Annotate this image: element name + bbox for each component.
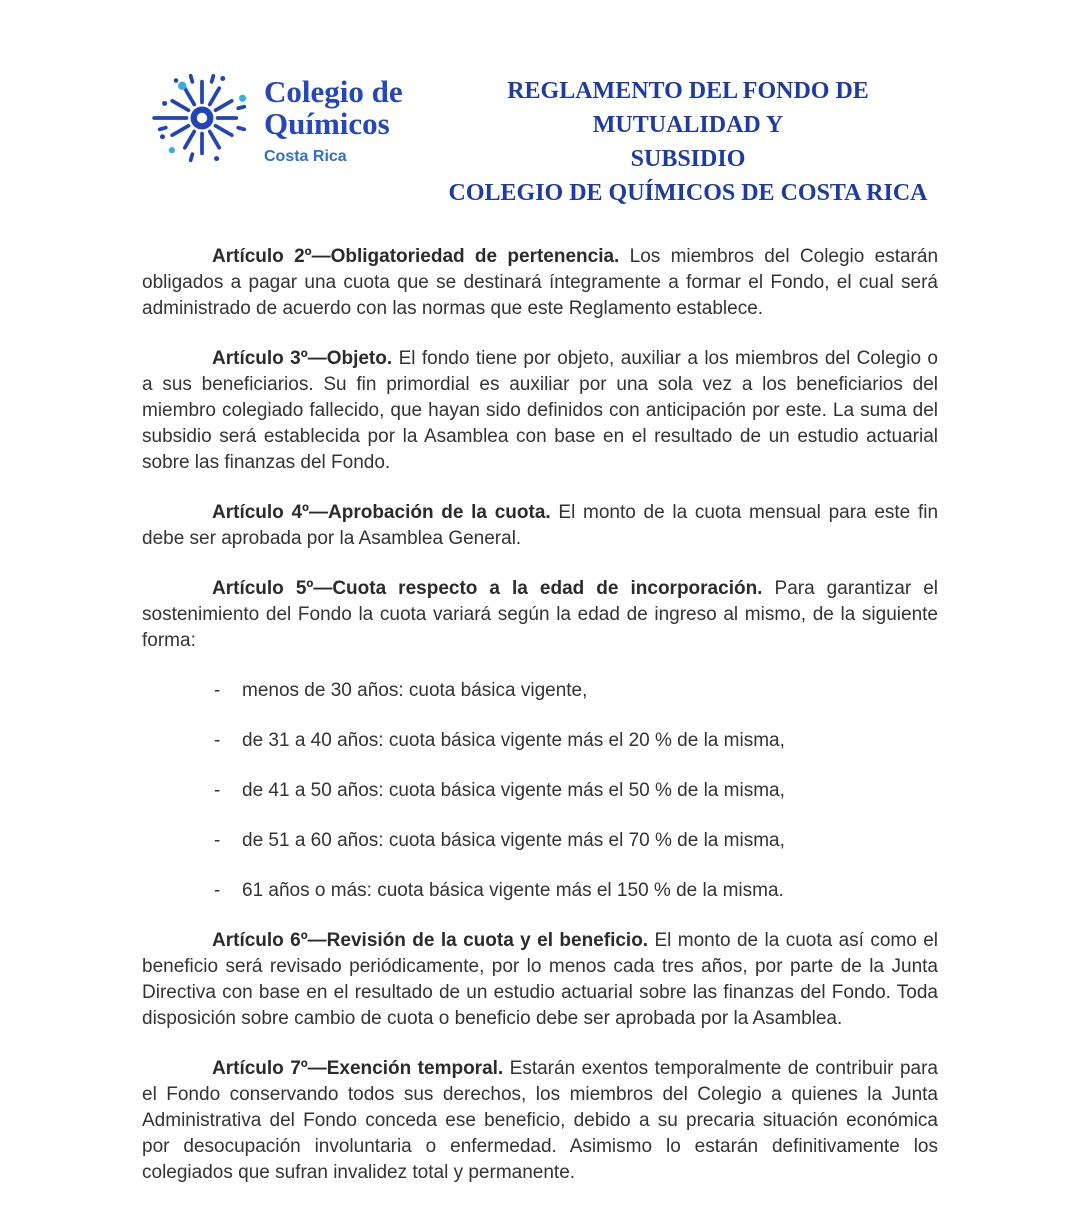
logo-text	[264, 76, 403, 166]
logo-subtitle: Costa Rica	[264, 148, 347, 165]
document-body	[0, 210, 1080, 1186]
logo-name-line2: Químicos	[264, 106, 390, 141]
bullet-dash: -	[214, 880, 221, 901]
list-item-text: menos de 30 años: cuota básica vigente,	[242, 680, 588, 701]
article-7-lead: Artículo 7º—Exención temporal.	[212, 1058, 504, 1079]
article-4-text: El monto de la cuota mensual para este fin debe ser aprobada por la Asamblea General.	[142, 502, 939, 549]
list-item	[214, 678, 938, 704]
article-3-lead: Artículo 3º—Objeto.	[212, 348, 393, 369]
article-7	[142, 1056, 938, 1186]
article-2-text: Los miembros del Colegio estarán obligados a pagar una cuota que se destinará íntegramente a formar el Fondo, el cual será administrado de acuerdo con las normas que este Reglamento establece.	[142, 246, 939, 319]
bullet-dash: -	[214, 730, 221, 751]
document-title	[436, 66, 940, 210]
article-2	[142, 244, 938, 322]
article-5	[142, 576, 938, 654]
list-item-text: 61 años o más: cuota básica vigente más el 150 % de la misma.	[242, 880, 784, 901]
bullet-dash: -	[214, 680, 221, 701]
article-2-lead: Artículo 2º—Obligatoriedad de pertenencia.	[212, 246, 620, 267]
document-title-line2: SUBSIDIO	[630, 146, 746, 172]
article-5-text: Para garantizar el sostenimiento del Fondo la cuota variará según la edad de ingreso al mismo, de la siguiente forma:	[142, 578, 938, 651]
colegio-quimicos-logo	[150, 66, 436, 170]
starburst-icon	[150, 66, 254, 170]
article-6	[142, 928, 938, 1032]
article-3-text: El fondo tiene por objeto, auxiliar a los miembros del Colegio o a sus beneficiarios. Su fin primordial es auxiliar por una sola vez a los beneficiarios del miembro colegiado fallecido, que hayan sido definidos con anticipación por este. La suma del subsidio será establecida por la Asamblea con base en el resultado de un estudio actuarial sobre las finanzas del Fondo.	[142, 348, 938, 473]
list-item	[214, 828, 938, 854]
article-7-text: Estarán exentos temporalmente de contribuir para el Fondo conservando todos sus derechos, los miembros del Colegio a quienes la Junta Administrativa del Fondo conceda ese beneficio, debido a su precaria situación económica por desocupación involuntaria o enfermedad. Asimismo lo estarán definitivamente los colegiados que sufran invalidez total y permanente.	[142, 1058, 938, 1183]
document-title-line1: REGLAMENTO DEL FONDO DE MUTUALIDAD Y	[507, 78, 869, 138]
article-4-lead: Artículo 4º—Aprobación de la cuota.	[212, 502, 551, 523]
article-6-text: El monto de la cuota así como el beneficio será revisado periódicamente, por lo menos cada tres años, por parte de la Junta Directiva con base en el resultado de un estudio actuarial sobre las finanzas del Fondo. Toda disposición sobre cambio de cuota o beneficio debe ser aprobada por la Asamblea.	[142, 930, 938, 1029]
list-item	[214, 778, 938, 804]
list-item-text: de 51 a 60 años: cuota básica vigente más el 70 % de la misma,	[242, 830, 785, 851]
document-header	[0, 0, 1080, 210]
bullet-dash: -	[214, 780, 221, 801]
article-3	[142, 346, 938, 476]
article-5-lead: Artículo 5º—Cuota respecto a la edad de incorporación.	[212, 578, 763, 599]
list-item	[214, 878, 938, 904]
article-4	[142, 500, 938, 552]
list-item-text: de 31 a 40 años: cuota básica vigente más el 20 % de la misma,	[242, 730, 785, 751]
bullet-dash: -	[214, 830, 221, 851]
document-title-line3: COLEGIO DE QUÍMICOS DE COSTA RICA	[448, 180, 928, 206]
list-item-text: de 41 a 50 años: cuota básica vigente más el 50 % de la misma,	[242, 780, 785, 801]
article-6-lead: Artículo 6º—Revisión de la cuota y el beneficio.	[212, 930, 649, 951]
logo-name-line1: Colegio de	[264, 74, 403, 109]
list-item	[214, 728, 938, 754]
